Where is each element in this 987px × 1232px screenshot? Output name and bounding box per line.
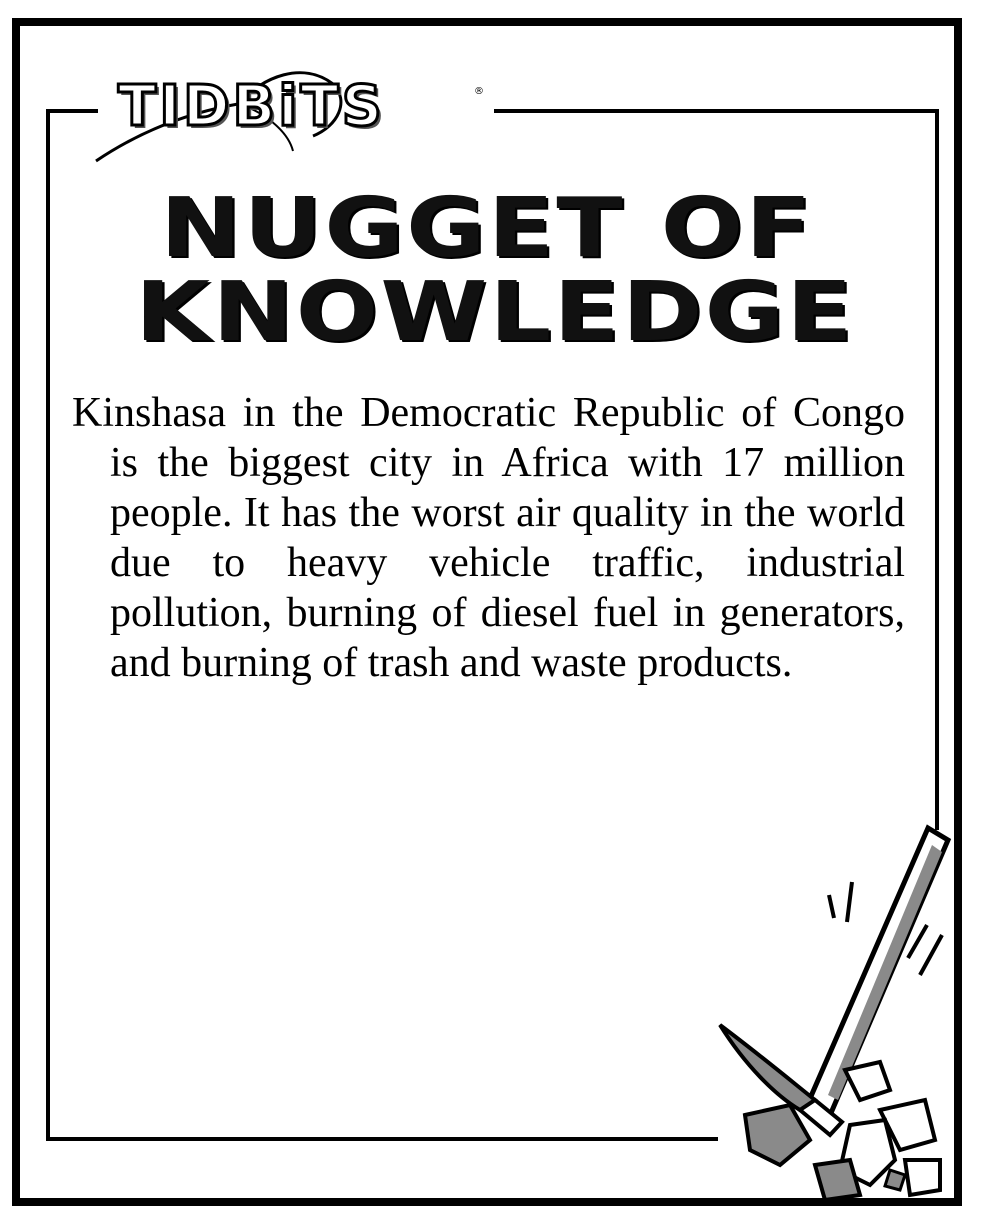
fact-paragraph: Kinshasa in the Democratic Republic of Congo is the biggest city in Africa with 17 million people. It has the worst air quality in the world due to heavy vehicle traffic, industrial pollution, burning of diesel fuel in generators, and burning of trash and waste products. bbox=[72, 390, 905, 686]
heading-line-2: KNOWLEDGE bbox=[135, 265, 855, 360]
registered-mark: ® bbox=[474, 86, 484, 97]
logo-text: TIDBiTS bbox=[118, 74, 385, 139]
heading-line-1: NUGGET OF bbox=[160, 181, 814, 276]
